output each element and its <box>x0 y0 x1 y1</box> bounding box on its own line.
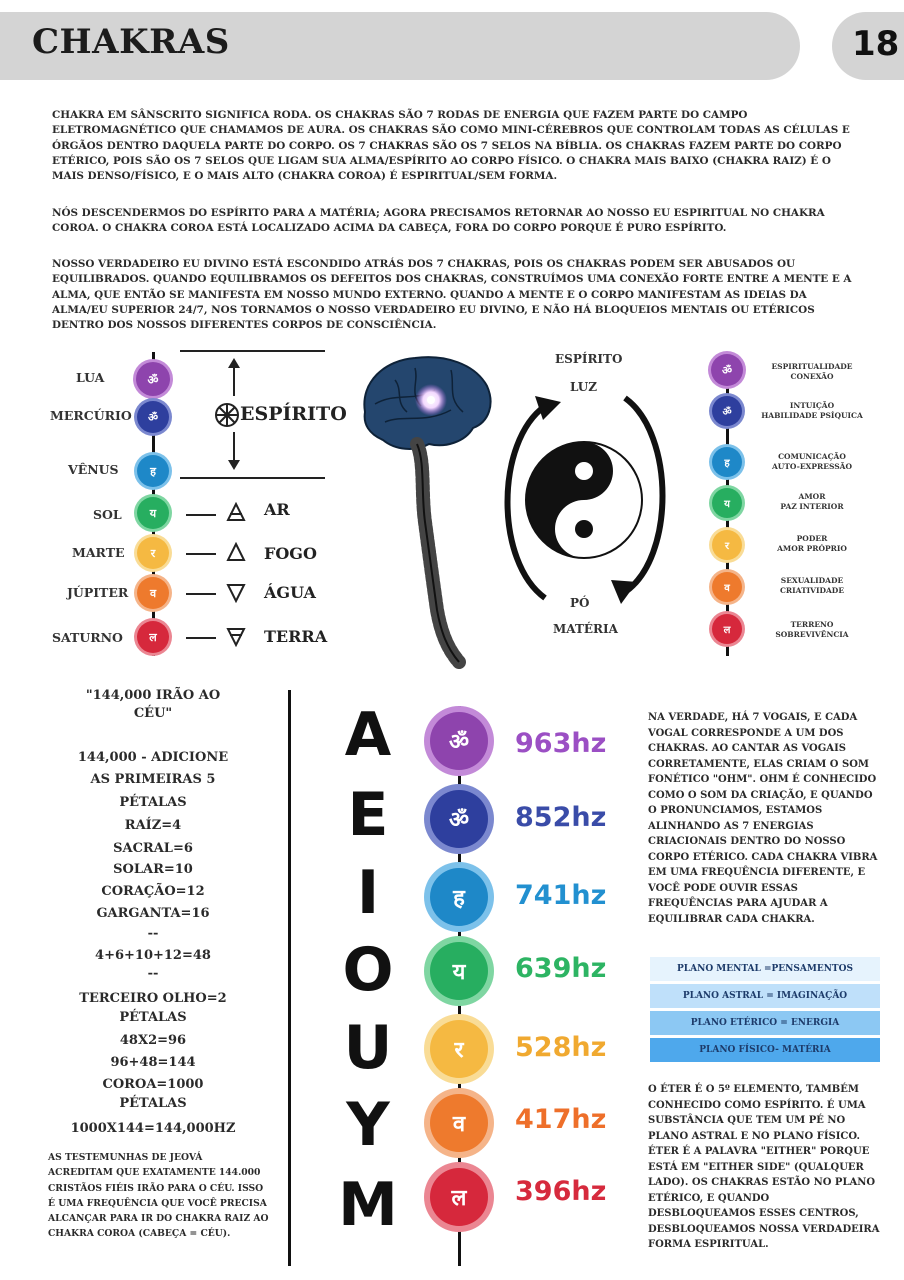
vowel-letter: O <box>342 935 394 1005</box>
vowels-description: NA VERDADE, HÁ 7 VOGAIS, E CADA VOGAL CORRESPONDE A UM DOS CHAKRAS. AO CANTAR AS VOGAIS CORRETAMENTE, ELAS CRIAM O SOM FONÉTICO "OHM". OHM É CONHECIDO COMO O SOM DA CRIAÇÃO, E QUANDO O PRONUNCIAMOS, ESTAMOS ALINHANDO AS 7 ENERGIAS CRIACIONAIS DENTRO DO NOSSO CORPO ETÉRICO. CADA CHAKRA VIBRA EM UMA FREQUÊNCIA DIFERENTE, E VOCÊ PODE OUVIR ESSAS FREQUÊNCIAS PARA AJUDAR A EQUILIBRAR CADA CHAKRA. <box>648 712 878 925</box>
left-text-line: 4+6+10+12=48 <box>95 948 211 963</box>
left-text-line: "144,000 IRÃO AO <box>85 688 221 703</box>
left-text-line: -- <box>147 966 159 981</box>
left-text-line: COROA=1000 <box>102 1077 204 1092</box>
third-eye-chakra-icon: ॐ <box>712 396 742 426</box>
crown-chakra-icon: ॐ <box>430 712 488 770</box>
element-dash <box>186 514 216 516</box>
vowel-letter: Y <box>346 1090 390 1160</box>
planet-label: JÚPITER <box>67 585 129 600</box>
left-text-line: -- <box>147 926 159 941</box>
element-dash <box>186 593 216 595</box>
left-text-line: TERCEIRO OLHO=2 <box>79 991 227 1006</box>
quality-label: ESPIRITUALIDADE CONEXÃO <box>771 362 853 381</box>
page-title: CHAKRAS <box>32 22 230 62</box>
left-text-line: PÉTALAS <box>119 795 187 810</box>
quality-label: PODER AMOR PRÓPRIO <box>777 534 847 553</box>
frequency-label: 417hz <box>515 1104 607 1135</box>
plane-physical: PLANO FÍSICO- MATÉRIA <box>650 1038 880 1062</box>
intro-paragraph-3: NOSSO VERDADEIRO EU DIVINO ESTÁ ESCONDIDO ATRÁS DOS 7 CHAKRAS, POIS OS CHAKRAS PODEM SER ABUSADOS OU EQUILIBRADOS. QUANDO EQUILIBRAMOS OS DEFEITOS DOS CHAKRAS, CONSTRUÍMOS UMA CONEXÃO FORTE ENTRE A MENTE E A ALMA, QUE ENTÃO SE MANIFESTA EM NOSSO MUNDO EXTERNO. QUANDO A MENTE E O CORPO MANIFESTAM AS IDEIAS DA ALMA/EU SUPERIOR 24/7, NOS TORNAMOS O NOSSO VERDADEIRO EU DIVINO, E NÃO HÁ BLOQUEIOS MENTAIS OU ETÉRICOS DENTRO DOS NOSSOS DIFERENTES CORPOS DE CONSCIÊNCIA. <box>52 258 852 332</box>
quality-label: SEXUALIDADE CRIATIVIDADE <box>779 576 845 595</box>
crown-chakra-icon: ॐ <box>136 362 170 396</box>
throat-chakra-icon: ह <box>137 455 169 487</box>
solar-plexus-chakra-icon: र <box>430 1020 488 1078</box>
throat-chakra-icon: ह <box>712 447 742 477</box>
planet-label: SATURNO <box>52 630 123 645</box>
frequency-label: 741hz <box>515 880 607 911</box>
throat-chakra-icon: ह <box>430 868 488 926</box>
root-chakra-icon: ल <box>712 614 742 644</box>
heart-chakra-icon: य <box>712 488 742 518</box>
sacral-chakra-icon: व <box>430 1094 488 1152</box>
left-text-line: CÉU" <box>133 706 173 721</box>
quality-label: COMUNICAÇÃO AUTO-EXPRESSÃO <box>771 452 852 471</box>
crown-chakra-icon: ॐ <box>711 354 743 386</box>
vowel-letter: E <box>347 780 389 850</box>
left-text-line: PÉTALAS <box>119 1010 187 1025</box>
planet-label: SOL <box>93 507 122 522</box>
plane-mental: PLANO MENTAL =PENSAMENTOS <box>650 957 880 981</box>
frequency-label: 639hz <box>515 953 607 984</box>
solar-plexus-chakra-icon: र <box>137 537 169 569</box>
left-text-line: PÉTALAS <box>119 1096 187 1111</box>
plane-astral: PLANO ASTRAL = IMAGINAÇÃO <box>650 984 880 1008</box>
frequency-label: 396hz <box>515 1176 607 1207</box>
earth-element-icon <box>226 627 246 647</box>
vowel-letter: M <box>338 1170 398 1240</box>
frequency-label: 852hz <box>515 802 607 833</box>
heart-chakra-icon: य <box>137 497 169 529</box>
left-text-line: GARGANTA=16 <box>96 906 210 921</box>
vowel-letter: U <box>343 1013 393 1083</box>
element-label: AR <box>264 500 290 519</box>
left-text-line: CORAÇÃO=12 <box>101 884 205 899</box>
vowel-letter: A <box>344 700 392 770</box>
left-text-line: SOLAR=10 <box>113 862 193 877</box>
root-chakra-icon: ल <box>137 621 169 653</box>
brain-spine-illustration <box>355 352 495 670</box>
jehovah-note: AS TESTEMUNHAS DE JEOVÁ ACREDITAM QUE EXATAMENTE 144.000 CRISTÃOS FIÉIS IRÃO PARA O CÉU. ISSO É UMA FREQUÊNCIA QUE VOCÊ PRECISA ALCANÇAR PARA IR DO CHAKRA RAIZ AO CHAKRA COROA (CABEÇA = CÉU). <box>48 1152 269 1240</box>
spirit-range-top-line <box>180 350 325 352</box>
frequency-label: 528hz <box>515 1032 607 1063</box>
cycle-label-dust: PÓ <box>570 596 590 610</box>
left-text-line: SACRAL=6 <box>113 841 193 856</box>
water-element-icon <box>226 583 246 603</box>
cycle-label-spirit: ESPÍRITO <box>555 352 623 366</box>
quality-label: INTUIÇÃO HABILIDADE PSÍQUICA <box>761 401 863 420</box>
solar-plexus-chakra-icon: र <box>712 530 742 560</box>
left-text-line: 96+48=144 <box>110 1055 196 1070</box>
cycle-label-matter: MATÉRIA <box>553 622 618 636</box>
air-element-icon <box>226 502 246 522</box>
column-divider <box>288 690 291 1266</box>
fire-element-icon <box>226 542 246 562</box>
third-eye-chakra-icon: ॐ <box>137 401 169 433</box>
quality-label: AMOR PAZ INTERIOR <box>780 492 844 511</box>
frequency-label: 963hz <box>515 728 607 759</box>
sacral-chakra-icon: व <box>137 577 169 609</box>
element-label: FOGO <box>264 544 317 563</box>
vowel-letter: I <box>356 858 380 928</box>
intro-paragraph-2: NÓS DESCENDERMOS DO ESPÍRITO PARA A MATÉRIA; AGORA PRECISAMOS RETORNAR AO NOSSO EU ESPIRITUAL NO CHAKRA COROA. O CHAKRA COROA ESTÁ LOCALIZADO ACIMA DA CABEÇA, FORA DO CORPO PORQUE É PURO ESPÍRITO. <box>52 207 825 235</box>
element-dash <box>186 553 216 555</box>
left-text-line: 144,000 - ADICIONE <box>77 750 229 765</box>
left-text-line: AS PRIMEIRAS 5 <box>90 772 216 787</box>
ether-description: O ÉTER É O 5º ELEMENTO, TAMBÉM CONHECIDO COMO ESPÍRITO. É UMA SUBSTÂNCIA QUE TEM UM PÉ NO PLANO ASTRAL E NO PLANO FÍSICO. ÉTER É A PALAVRA "EITHER" PORQUE ESTÁ EM "EITHER SIDE" (QUALQUER LADO). OS CHAKRAS ESTÃO NO PLANO ETÉRICO, E QUANDO DESBLOQUEAMOS ESSES CENTROS, DESBLOQUEAMOS NOSSA VERDADEIRA FORMA ESPIRITUAL. <box>648 1084 880 1250</box>
sacral-chakra-icon: व <box>712 572 742 602</box>
planet-label: MARTE <box>72 545 125 560</box>
quality-label: TERRENO SOBREVIVÊNCIA <box>775 620 849 639</box>
element-dash <box>186 637 216 639</box>
plane-etheric: PLANO ETÉRICO = ENERGIA <box>650 1011 880 1035</box>
spirit-wheel-icon <box>214 402 240 428</box>
element-label: ÁGUA <box>264 583 316 602</box>
page-number: 18 <box>852 24 900 64</box>
planet-label: MERCÚRIO <box>50 408 132 423</box>
third-eye-chakra-icon: ॐ <box>430 790 488 848</box>
left-text-line: 48X2=96 <box>119 1033 187 1048</box>
heart-chakra-icon: य <box>430 942 488 1000</box>
yin-yang-icon <box>524 440 644 560</box>
left-text-line: 1000X144=144,000HZ <box>70 1121 236 1136</box>
element-label: TERRA <box>264 627 328 646</box>
planet-label: LUA <box>76 370 105 385</box>
spirit-label: ESPÍRITO <box>240 403 347 425</box>
left-text-line: RAÍZ=4 <box>124 818 182 833</box>
root-chakra-icon: ल <box>430 1168 488 1226</box>
intro-paragraph-1: CHAKRA EM SÂNSCRITO SIGNIFICA RODA. OS CHAKRAS SÃO 7 RODAS DE ENERGIA QUE FAZEM PARTE DO CAMPO ELETROMAGNÉTICO QUE CHAMAMOS DE AURA. OS CHAKRAS SÃO COMO MINI-CÉREBROS QUE CONTROLAM TODAS AS CÉLULAS E ÓRGÃOS DENTRO DAQUELA PARTE DO CORPO. OS 7 CHAKRAS SÃO OS 7 SELOS NA BÍBLIA. OS CHAKRAS FAZEM PARTE DO CORPO ETÉRICO, POIS SÃO OS 7 SELOS QUE LIGAM SUA ALMA/ESPÍRITO AO CORPO FÍSICO. O CHAKRA MAIS BAIXO (CHAKRA RAIZ) É O MAIS DENSO/FÍSICO, E O MAIS ALTO (CHAKRA COROA) É ESPIRITUAL/SEM FORMA. <box>52 109 850 183</box>
cycle-label-light: LUZ <box>570 380 598 394</box>
planet-label: VÊNUS <box>68 462 119 477</box>
spirit-range-bottom-line <box>180 477 325 479</box>
